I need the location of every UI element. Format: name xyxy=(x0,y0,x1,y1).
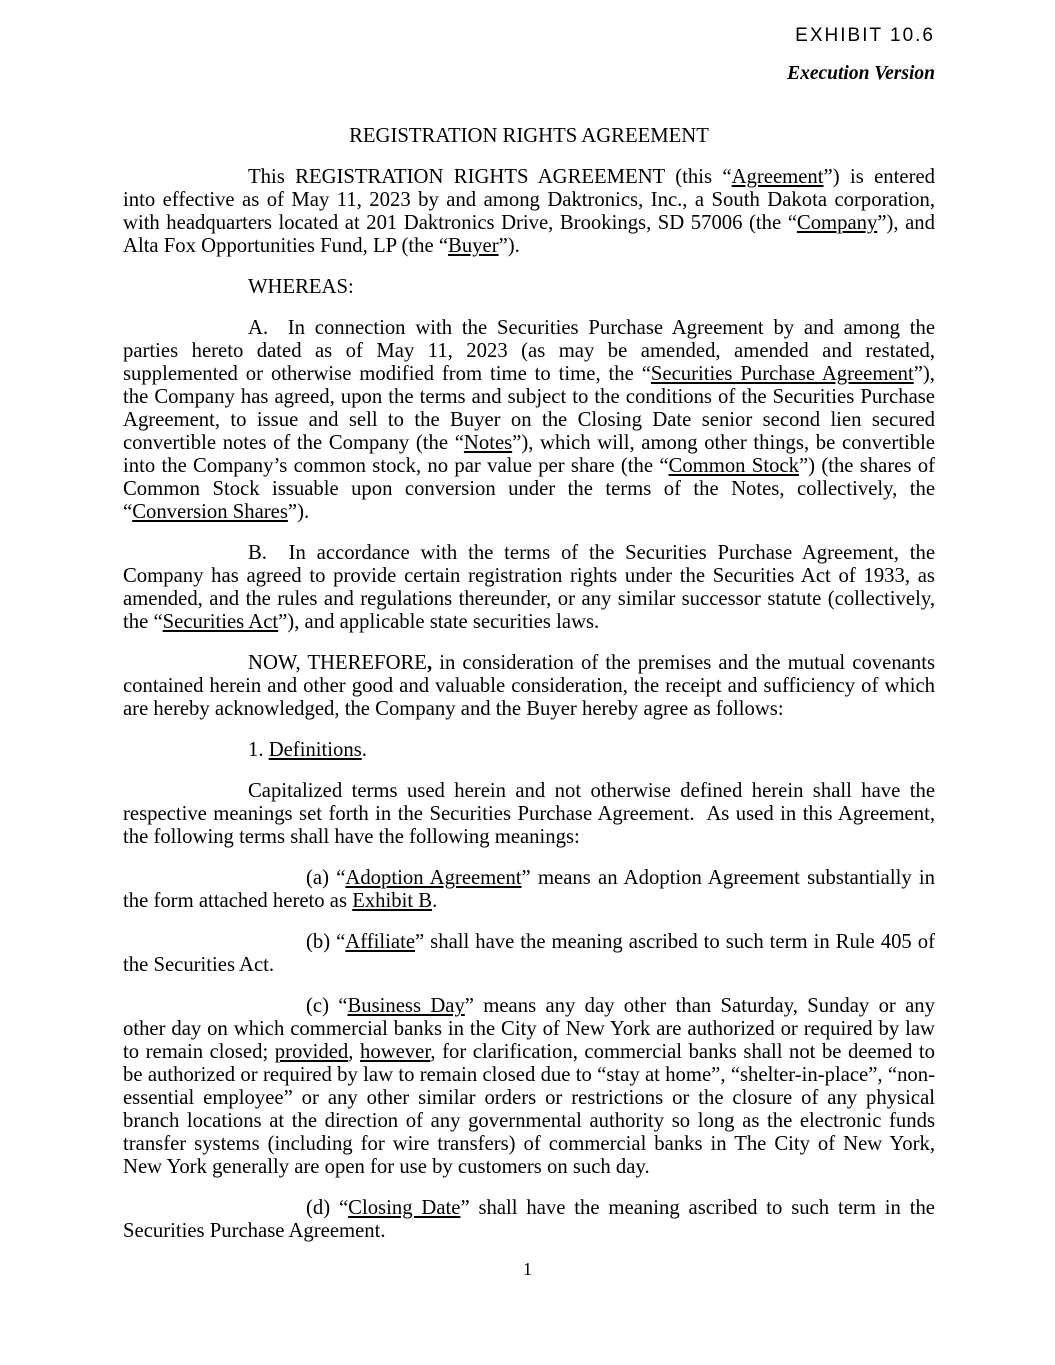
execution-version-label: Execution Version xyxy=(787,63,935,84)
now-therefore-paragraph: NOW, THEREFORE, in consideration of the premises and the mutual covenants contained herein and other good and valuable consideration, the receipt and sufficiency of which are hereby acknowledged, the Company and the Buyer hereby agree as follows: xyxy=(123,652,935,720)
exhibit-number-label: EXHIBIT 10.6 xyxy=(795,25,935,46)
whereas-heading: WHEREAS: xyxy=(248,276,354,298)
definitions-intro: Capitalized terms used herein and not otherwise defined herein shall have the respective meanings set forth in the Securities Purchase Agreement. As used in this Agreement, the following terms shall have the following meanings: xyxy=(123,780,935,848)
intro-paragraph: This REGISTRATION RIGHTS AGREEMENT (this “Agreement”) is entered into effective as of May 11, 2023 by and among Daktronics, Inc., a South Dakota corporation, with headquarters located at 201 Daktronics Drive, Brookings, SD 57006 (the “Company”), and Alta Fox Opportunities Fund, LP (the “Buyer”). xyxy=(123,166,935,257)
document-header xyxy=(123,24,935,85)
recital-b: B. In accordance with the terms of the Securities Purchase Agreement, the Company has agreed to provide certain registration rights under the Securities Act of 1933, as amended, and the rules and regulations thereunder, or any similar successor statute (collectively, the “Securities Act”), and applicable state securities laws. xyxy=(123,542,935,633)
page-number: 1 xyxy=(523,1259,532,1279)
definition-a: (a) “Adoption Agreement” means an Adoption Agreement substantially in the form attached hereto as Exhibit B. xyxy=(123,867,935,912)
recital-a: A. In connection with the Securities Purchase Agreement by and among the parties hereto dated as of May 11, 2023 (as may be amended, amended and restated, supplemented or otherwise modified from time to time, the “Securities Purchase Agreement”), the Company has agreed, upon the terms and subject to the conditions of the Securities Purchase Agreement, to issue and sell to the Buyer on the Closing Date senior second lien secured convertible notes of the Company (the “Notes”), which will, among other things, be convertible into the Company’s common stock, no par value per share (the “Common Stock”) (the shares of Common Stock issuable upon conversion under the terms of the Notes, collectively, the “Conversion Shares”). xyxy=(123,317,936,523)
definition-b: (b) “Affiliate” shall have the meaning ascribed to such term in Rule 405 of the Securities Act. xyxy=(123,931,935,976)
document-title: REGISTRATION RIGHTS AGREEMENT xyxy=(349,125,709,147)
definition-d: (d) “Closing Date” shall have the meaning ascribed to such term in the Securities Purchase Agreement. xyxy=(123,1197,935,1242)
definitions-heading: 1. Definitions. xyxy=(248,739,367,761)
definition-c: (c) “Business Day” means any day other than Saturday, Sunday or any other day on which commercial banks in the City of New York are authorized or required by law to remain closed; provided, however, for clarification, commercial banks shall not be deemed to be authorized or required by law to remain closed due to “stay at home”, “shelter-in-place”, “non-essential employee” or any other similar orders or restrictions or the closure of any physical branch locations at the direction of any governmental authority so long as the electronic funds transfer systems (including for wire transfers) of commercial banks in The City of New York, New York generally are open for use by customers on such day. xyxy=(123,995,935,1178)
